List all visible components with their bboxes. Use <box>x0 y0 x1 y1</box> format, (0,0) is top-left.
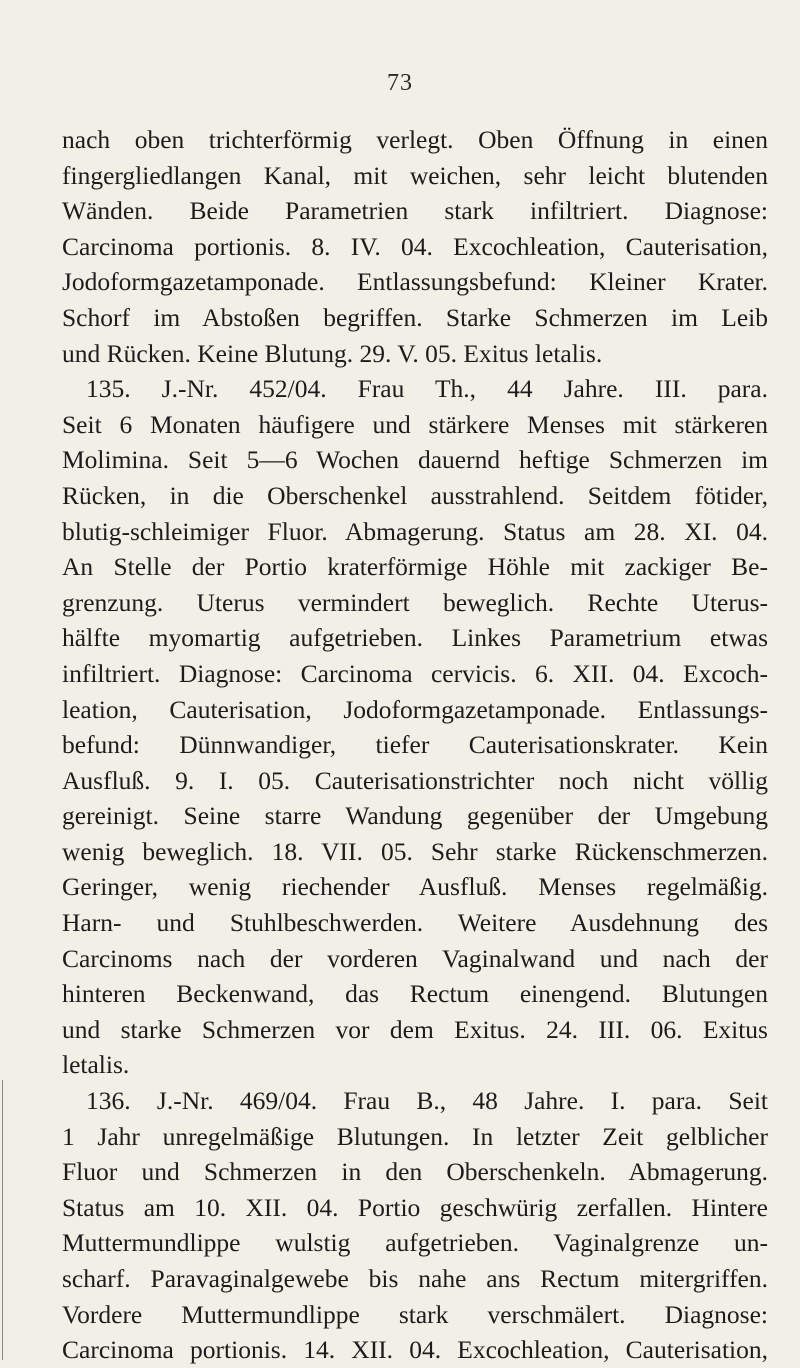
text-line: infiltriert. Diagnose: Carcinoma cervicis. 6. XII. 04. Excoch- <box>62 658 768 688</box>
text-line: Molimina. Seit 5—6 Wochen dauernd heftige Schmerzen im <box>62 445 768 475</box>
text-line: leation, Cauterisation, Jodoformgazetamponade. Entlassungs- <box>62 694 768 724</box>
text-line: hinteren Beckenwand, das Rectum einengend. Blutungen <box>62 979 768 1009</box>
text-line: Fluor und Schmerzen in den Oberschenkeln. Abmagerung. <box>62 1157 768 1187</box>
margin-rule <box>2 1080 3 1360</box>
text-line: An Stelle der Portio kraterförmige Höhle mit zackiger Be- <box>62 552 768 582</box>
text-line: Status am 10. XII. 04. Portio geschwürig zerfallen. Hintere <box>62 1192 768 1222</box>
text-line: Schorf im Abstoßen begriffen. Starke Schmerzen im Leib <box>62 302 768 332</box>
text-line: und Rücken. Keine Blutung. 29. V. 05. Exitus letalis. <box>62 338 603 368</box>
text-line: 1 Jahr unregelmäßige Blutungen. In letzter Zeit gelblicher <box>62 1121 768 1151</box>
text-line: Carcinoms nach der vorderen Vaginalwand und nach der <box>62 943 768 973</box>
text-line: 136. J.-Nr. 469/04. Frau B., 48 Jahre. I. para. Seit <box>86 1086 768 1116</box>
text-line: letalis. <box>62 1050 130 1080</box>
text-line: Carcinoma portionis. 14. XII. 04. Excochleation, Cauterisation, <box>62 1335 768 1365</box>
text-line: 135. J.-Nr. 452/04. Frau Th., 44 Jahre. III. para. <box>86 374 768 404</box>
text-line: Ausfluß. 9. I. 05. Cauterisationstrichter noch nicht völlig <box>62 765 768 795</box>
text-line: Rücken, in die Oberschenkel ausstrahlend. Seitdem fötider, <box>62 480 768 510</box>
text-line: und starke Schmerzen vor dem Exitus. 24. III. 06. Exitus <box>62 1014 768 1044</box>
text-line: blutig-schleimiger Fluor. Abmagerung. Status am 28. XI. 04. <box>62 516 768 546</box>
text-line: wenig beweglich. 18. VII. 05. Sehr starke Rückenschmerzen. <box>62 836 768 866</box>
text-line: Wänden. Beide Parametrien stark infiltriert. Diagnose: <box>62 196 768 226</box>
text-line: scharf. Paravaginalgewebe bis nahe ans Rectum mitergriffen. <box>62 1264 768 1293</box>
text-line: Vordere Muttermundlippe stark verschmälert. Diagnose: <box>62 1299 768 1329</box>
text-line: befund: Dünnwandiger, tiefer Cauterisationskrater. Kein <box>62 730 768 760</box>
page-number: 73 <box>387 70 413 96</box>
text-line: nach oben trichterförmig verlegt. Oben Öffnung in einen <box>62 125 768 154</box>
text-line: Harn- und Stuhlbeschwerden. Weitere Ausdehnung des <box>62 908 768 938</box>
text-line: gereinigt. Seine starre Wandung gegenüber der Umgebung <box>62 801 768 831</box>
text-line: Carcinoma portionis. 8. IV. 04. Excochleation, Cauterisation, <box>62 231 768 261</box>
text-line: Muttermundlippe wulstig aufgetrieben. Vaginalgrenze un- <box>62 1228 768 1258</box>
text-body <box>62 122 768 1368</box>
text-line: Jodoformgazetamponade. Entlassungsbefund: Kleiner Krater. <box>62 267 768 297</box>
text-line: Seit 6 Monaten häufigere und stärkere Menses mit stärkeren <box>62 409 768 439</box>
text-line: fingergliedlangen Kanal, mit weichen, sehr leicht blutenden <box>62 160 768 190</box>
text-line: hälfte myomartig aufgetrieben. Linkes Parametrium etwas <box>62 623 768 653</box>
text-line: grenzung. Uterus vermindert beweglich. Rechte Uterus- <box>62 587 768 617</box>
text-line: Geringer, wenig riechender Ausfluß. Menses regelmäßig. <box>62 872 768 902</box>
